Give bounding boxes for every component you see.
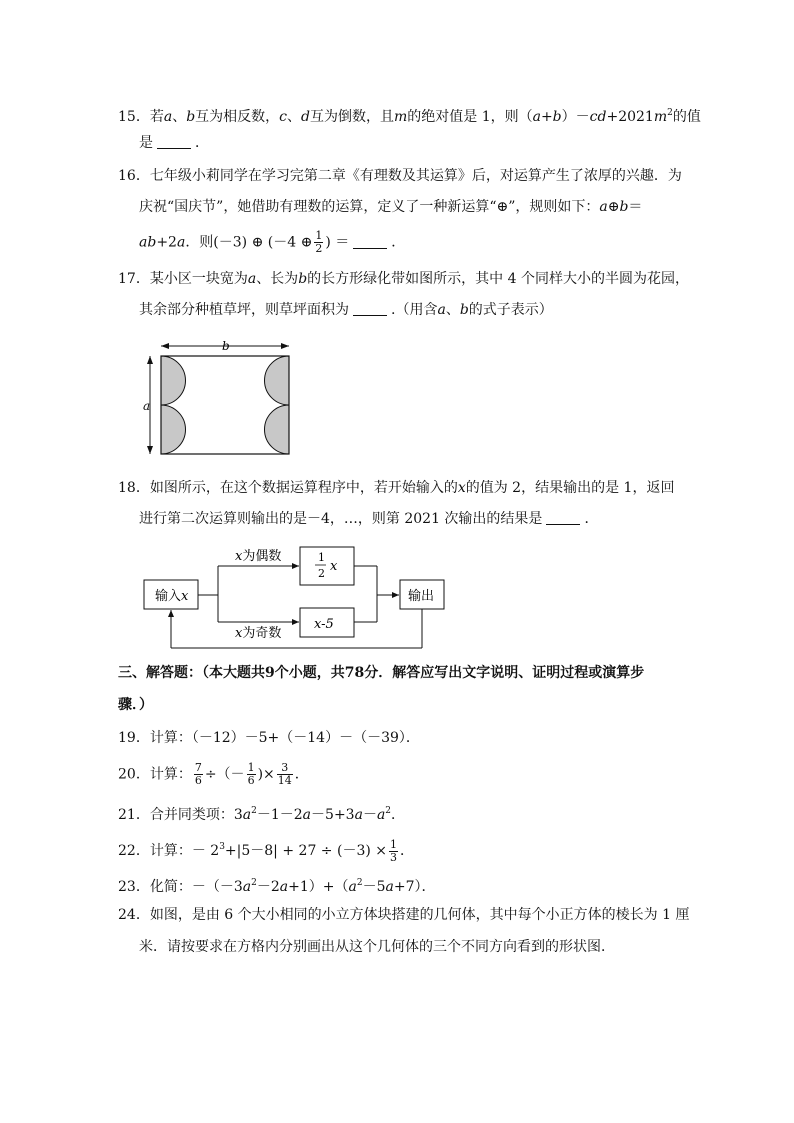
question-16-line-2: 庆祝“国庆节”，她借助有理数的运算，定义了一种新运算“⊕”，规则如下：a⊕b＝ [139,199,643,215]
question-22: 22．计算：－ $2^3+|5-8| + 27 \div (-3)$ × $\frac{1}{3}$ ． [118,837,414,864]
fraction-one-half: $\frac{1}{2}$ [315,229,323,255]
half-x-box [300,547,354,585]
semicircle-right-bottom [265,405,290,454]
question-18-line-1: 18．如图所示，在这个数据运算程序中，若开始输入的x的值为 2，结果输出的是 1，返回 [118,480,675,496]
semicircle-right-top [265,356,289,405]
label-b: b [222,339,230,353]
question-18-line-2: 进行第二次运算则输出的是－4，…，则第 2021 次输出的结果是 ． [139,511,599,527]
arrow-left [161,343,169,349]
answer-blank-15[interactable] [157,134,191,149]
question-17-line-2: 其余部分种植草坪，则草坪面积为 .（用含a、b的式子表示） [139,302,553,318]
half-den: 2 [318,567,325,580]
figure-17-rectangle [140,335,300,460]
arrow-right [281,343,289,349]
question-20: 20．计算： $\frac{7}{6}$ ÷（－ $\frac{1}{6}$ )× $\frac{3}{14}$ ． [118,761,309,787]
semicircle-left-bottom [161,405,186,454]
section-3-title-cont: 骤．） [118,697,153,713]
section-3-title: 三、解答题：（本大题共9个小题，共78分．解答应写出文字说明、证明过程或演算步 [118,665,645,681]
input-label: 输入x [155,589,189,604]
output-label: 输出 [408,589,435,604]
question-15-line-1: 15．若a、b互为相反数，c、d互为倒数，且m的绝对值是 1，则$(a+b)-cd+2021m^2$的值 [118,108,701,125]
question-21: 21．合并同类项：$3a^2-1-2a-5+3a-a^2$． [118,806,406,823]
arrow-down [147,446,153,454]
question-24-line-2: 米．请按要求在方格内分别画出从这个几何体的三个不同方向看到的形状图． [139,939,615,955]
question-16-line-1: 16．七年级小莉同学在学习完第二章《有理数及其运算》后，对运算产生了浓厚的兴趣．为 [118,168,682,184]
question-19: 19．计算：（－12）－5+（－14）－（－39）． [118,730,420,746]
answer-blank-17[interactable] [353,301,387,316]
answer-blank-16[interactable] [353,234,387,249]
half-num: 1 [318,551,325,564]
arrow-up [147,356,153,364]
question-17-line-1: 17．某小区一块宽为a、长为b的长方形绿化带如图所示，其中 4 个同样大小的半圆为花园， [118,271,689,287]
label-odd: x为奇数 [235,626,282,641]
half-x: x [330,559,338,574]
figure-18-flowchart [140,540,460,655]
label-a: a [143,399,151,413]
question-23: 23．化简：$-(-3a^2-2a+1)+(a^2-5a+7)$． [118,878,436,895]
question-16-line-3: ab+2a．则(－3) ⊕ (－4 ⊕ $\frac{1}{2}$ ) ＝ ． [139,229,406,255]
question-24-line-1: 24．如图，是由 6 个大小相同的小立方体块搭建的几何体，其中每个小正方体的棱长为 1 厘 [118,907,690,923]
answer-blank-18[interactable] [546,510,580,525]
semicircle-left-top [161,356,185,405]
minus-five-label: x-5 [314,617,334,632]
question-15-line-2: 是 ． [139,135,209,151]
label-even: x为偶数 [235,549,282,564]
